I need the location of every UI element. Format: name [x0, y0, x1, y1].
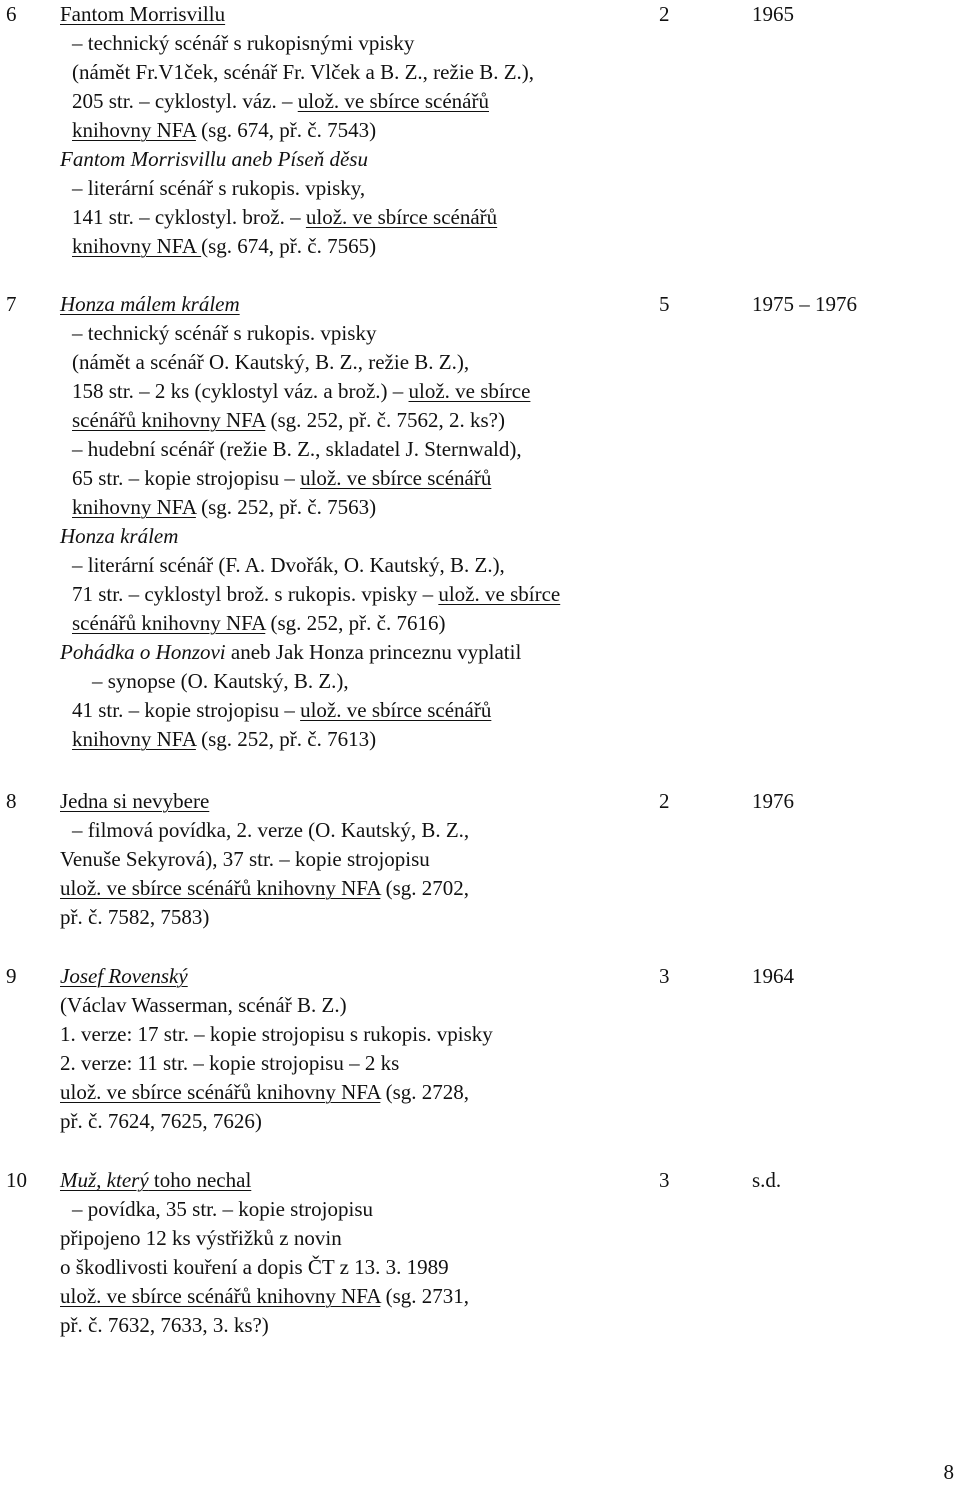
text-segment: ulož. ve sbírce scénářů: [300, 698, 492, 722]
entry-count: 2: [659, 789, 670, 813]
entry-title: [60, 290, 660, 319]
text-segment: ulož. ve sbírce scénářů: [297, 89, 489, 113]
entry-title: [60, 962, 660, 991]
text-segment: ulož. ve sbírce: [438, 582, 561, 606]
text-segment: 1. verze: 17 str. – kopie strojopisu s rukopis. vpisky: [60, 1022, 493, 1046]
entry-line: [60, 845, 660, 874]
text-segment: 141 str. – cyklostyl. brož. –: [72, 205, 306, 229]
text-segment: (sg. 252, př. č. 7613): [195, 727, 377, 751]
text-segment: knihovny NFA: [72, 234, 202, 258]
entry-line: [60, 1049, 660, 1078]
text-segment: 41 str. – kopie strojopisu –: [72, 698, 301, 722]
entry-line: [60, 493, 660, 522]
entry-line: [60, 816, 660, 845]
entry-title: [60, 1166, 660, 1195]
text-segment: ulož. ve sbírce scénářů: [300, 466, 492, 490]
entry-year: 1976: [752, 789, 794, 813]
entry-line: [60, 406, 660, 435]
entry-line: [60, 348, 660, 377]
entry-line: [60, 145, 660, 174]
entry-count: 3: [659, 964, 670, 988]
text-segment: 205 str. – cyklostyl. váz. –: [72, 89, 298, 113]
entry-line: [60, 29, 660, 58]
text-segment: př. č. 7632, 7633, 3. ks?): [60, 1313, 269, 1337]
entry-body: [60, 962, 660, 1136]
entry-line: [60, 638, 660, 667]
entry-title: [60, 787, 660, 816]
entry-body: [60, 0, 660, 261]
text-segment: (sg. 674, př. č. 7565): [201, 234, 377, 258]
text-segment: – literární scénář (F. A. Dvořák, O. Kautský, B. Z.),: [72, 553, 505, 577]
text-segment: (Václav Wasserman, scénář B. Z.): [60, 993, 347, 1017]
entry-line: [60, 725, 660, 754]
entry-line: [60, 903, 660, 932]
entry-line: [60, 203, 660, 232]
text-segment: Pohádka o Honzovi: [60, 640, 226, 664]
text-segment: (sg. 2731,: [380, 1284, 470, 1308]
text-segment: 2. verze: 11 str. – kopie strojopisu – 2 ks: [60, 1051, 400, 1075]
entry-line: [60, 464, 660, 493]
entry-line: [60, 874, 660, 903]
text-segment: Honza málem králem: [60, 292, 240, 316]
entry-number: 10: [6, 1168, 27, 1192]
text-segment: ulož. ve sbírce scénářů knihovny NFA: [60, 876, 381, 900]
entry-line: [60, 116, 660, 145]
page-number: 8: [943, 1460, 954, 1484]
entry-count: 3: [659, 1168, 670, 1192]
entry-line: [60, 377, 660, 406]
entry-line: [60, 551, 660, 580]
entry-body: [60, 1166, 660, 1340]
entry-line: [60, 319, 660, 348]
text-segment: Venuše Sekyrová), 37 str. – kopie strojopisu: [60, 847, 430, 871]
entry-line: [60, 1195, 660, 1224]
entry-body: [60, 290, 660, 754]
entry-year: 1965: [752, 2, 794, 26]
entry-line: [60, 1311, 660, 1340]
text-segment: – technický scénář s rukopis. vpisky: [72, 321, 377, 345]
entry-number: 6: [6, 2, 17, 26]
text-segment: – hudební scénář (režie B. Z., skladatel J. Sternwald),: [72, 437, 522, 461]
text-segment: knihovny NFA: [72, 727, 196, 751]
text-segment: knihovny NFA: [72, 118, 196, 142]
text-segment: (námět Fr.V1ček, scénář Fr. Vlček a B. Z., režie B. Z.),: [72, 60, 535, 84]
text-segment: – technický scénář s rukopisnými vpisky: [72, 31, 415, 55]
entry-year: s.d.: [752, 1168, 782, 1192]
text-segment: ulož. ve sbírce: [408, 379, 531, 403]
text-segment: připojeno 12 ks výstřižků z novin: [60, 1226, 342, 1250]
entry-line: [60, 435, 660, 464]
text-segment: 65 str. – kopie strojopisu –: [72, 466, 301, 490]
text-segment: Fantom Morrisvillu: [60, 2, 226, 26]
text-segment: – literární scénář s rukopis. vpisky,: [72, 176, 366, 200]
text-segment: (sg. 252, př. č. 7562, 2. ks?): [265, 408, 505, 432]
text-segment: Fantom Morrisvillu aneb Píseň děsu: [60, 147, 368, 171]
text-segment: (sg. 252, př. č. 7616): [265, 611, 446, 635]
entry-line: [60, 696, 660, 725]
entry-line: [60, 1253, 660, 1282]
entry-count: 5: [659, 292, 670, 316]
text-segment: př. č. 7624, 7625, 7626): [60, 1109, 262, 1133]
entry-line: [60, 1224, 660, 1253]
text-segment: Honza králem: [60, 524, 179, 548]
entry-number: 7: [6, 292, 17, 316]
entry-line: [60, 87, 660, 116]
entry-count: 2: [659, 2, 670, 26]
text-segment: scénářů knihovny NFA: [72, 611, 266, 635]
entry-line: [60, 1107, 660, 1136]
text-segment: – povídka, 35 str. – kopie strojopisu: [72, 1197, 373, 1221]
text-segment: – synopse (O. Kautský, B. Z.),: [92, 669, 349, 693]
text-segment: 158 str. – 2 ks (cyklostyl váz. a brož.) –: [72, 379, 409, 403]
entry-line: [60, 522, 660, 551]
text-segment: Josef Rovenský: [60, 964, 188, 988]
text-segment: scénářů knihovny NFA: [72, 408, 266, 432]
text-segment: aneb Jak Honza princeznu vyplatil: [225, 640, 522, 664]
text-segment: toho nechal: [148, 1168, 252, 1192]
entry-line: [60, 58, 660, 87]
entry-line: [60, 609, 660, 638]
text-segment: 71 str. – cyklostyl brož. s rukopis. vpisky –: [72, 582, 439, 606]
text-segment: knihovny NFA: [72, 495, 196, 519]
entry-body: [60, 787, 660, 932]
text-segment: (sg. 2702,: [380, 876, 470, 900]
text-segment: (sg. 2728,: [380, 1080, 470, 1104]
text-segment: (sg. 252, př. č. 7563): [195, 495, 377, 519]
entry-line: [60, 232, 660, 261]
text-segment: – filmová povídka, 2. verze (O. Kautský, B. Z.,: [72, 818, 470, 842]
entry-line: [60, 667, 660, 696]
text-segment: př. č. 7582, 7583): [60, 905, 210, 929]
entry-line: [60, 580, 660, 609]
text-segment: ulož. ve sbírce scénářů knihovny NFA: [60, 1284, 381, 1308]
text-segment: (námět a scénář O. Kautský, B. Z., režie B. Z.),: [72, 350, 470, 374]
entry-line: [60, 1020, 660, 1049]
entry-title: [60, 0, 660, 29]
text-segment: Muž, který: [60, 1168, 149, 1192]
entry-line: [60, 991, 660, 1020]
entry-number: 8: [6, 789, 17, 813]
entry-line: [60, 1078, 660, 1107]
text-segment: (sg. 674, př. č. 7543): [195, 118, 377, 142]
entry-line: [60, 1282, 660, 1311]
text-segment: ulož. ve sbírce scénářů: [305, 205, 498, 229]
entry-number: 9: [6, 964, 17, 988]
entry-year: 1975 – 1976: [752, 292, 857, 316]
entry-line: [60, 174, 660, 203]
text-segment: ulož. ve sbírce scénářů knihovny NFA: [60, 1080, 381, 1104]
text-segment: Jedna si nevybere: [60, 789, 210, 813]
text-segment: o škodlivosti kouření a dopis ČT z 13. 3. 1989: [60, 1255, 449, 1279]
entry-year: 1964: [752, 964, 794, 988]
